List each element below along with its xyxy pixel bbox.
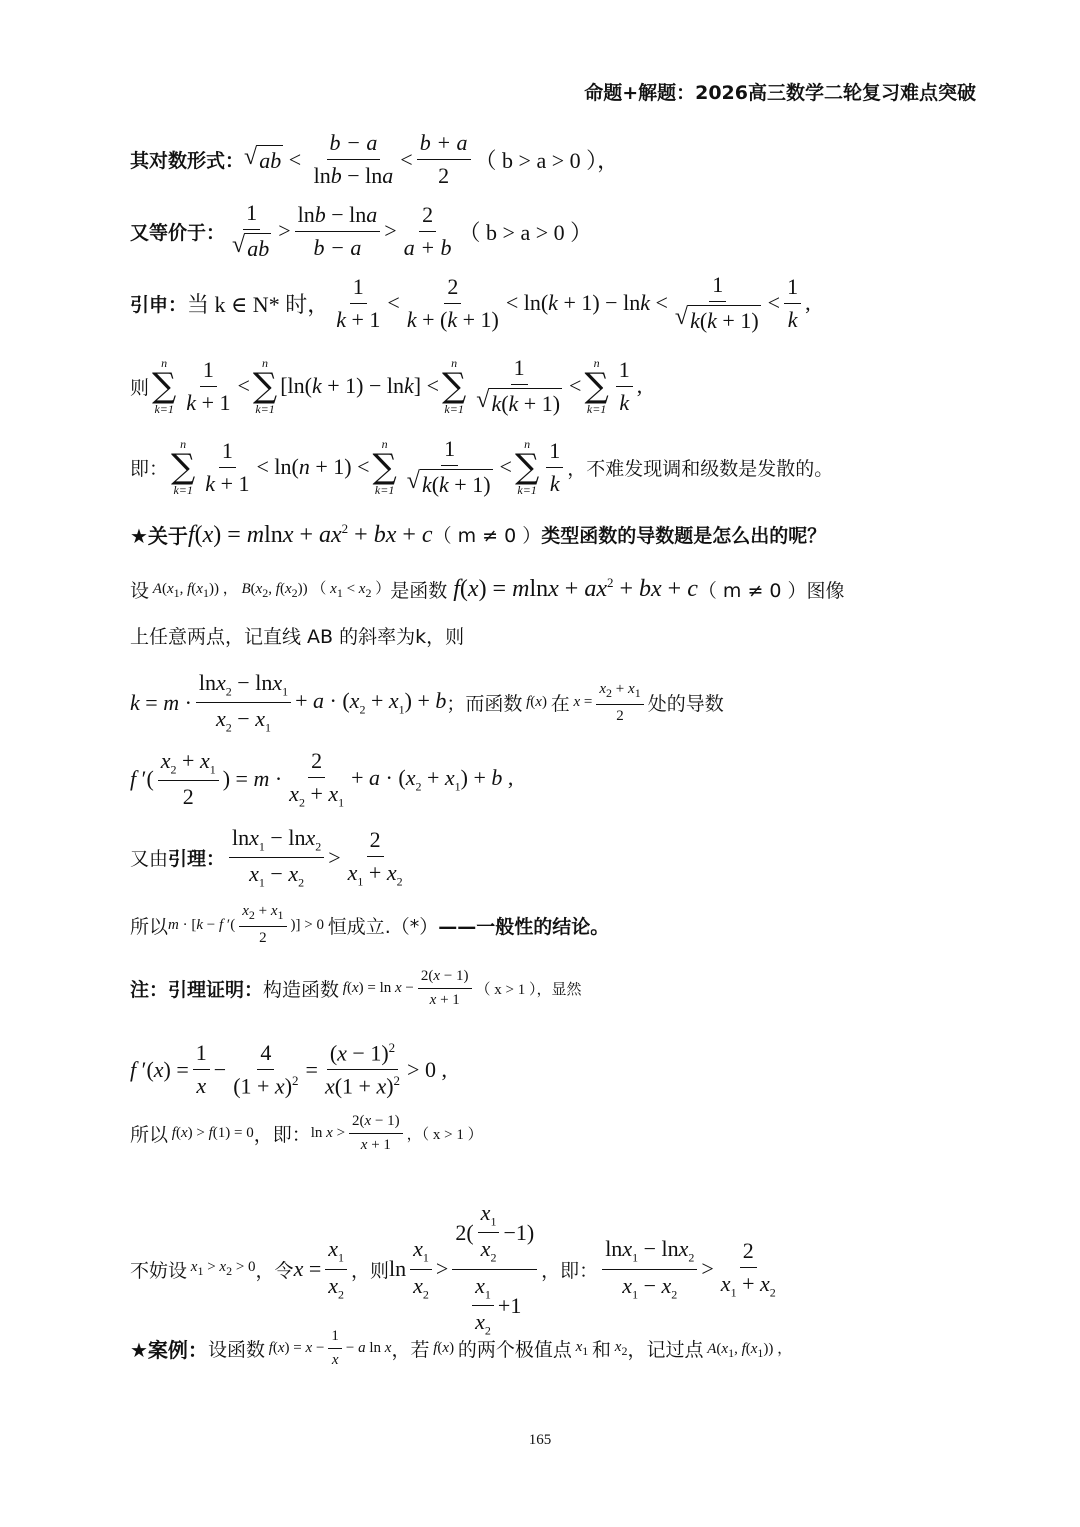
proof-line: 注：引理证明： 构造函数 f(x) = ln x − $\frac{2(x - 1)}{x + 1}$ （ x > 1 ），显然	[130, 968, 582, 1008]
derivative-midpoint-line: f ′( $\frac{x_2 + x_1}{2}$ ) = m · $\frac{2}{x_2 + x_1}$ + $a \cdot (x_2 + x_1) + b$ ,	[130, 748, 514, 810]
lemma-pre: 又由	[130, 848, 169, 871]
example-text-3: 的两个极值点	[457, 1339, 572, 1361]
page-number: 165	[528, 1432, 552, 1448]
inequality-result-line: 所以 f(x) > f(1) = 0 ，即： ln x > $\frac{2(x - 1)}{x + 1}$ ，（ x > 1 ）	[130, 1113, 483, 1153]
example-text-4: ，记过点	[627, 1339, 704, 1361]
slope-text-2: 在	[550, 693, 570, 716]
ie-label: 即：	[130, 457, 169, 480]
extension-condition: 当 k ∈ N* 时，	[187, 291, 330, 317]
example-and: 和	[592, 1339, 612, 1361]
section-heading: ★关于 $f(x) = mlnx + ax^2$ + bx + c （ m ≠ 0 ） 类型函数的导数题是怎么出的呢？	[130, 520, 827, 548]
substitution-ie: ，即：	[541, 1259, 599, 1282]
fraction: $\frac{b + a}{2}$	[417, 130, 471, 189]
equivalent-label: 又等价于：	[130, 221, 226, 244]
condition: （ b > a > 0 ）	[458, 219, 593, 245]
lemma-line: 又由 引理： $\frac{\ln x_1 - \ln x_2}{x_1 - x_2}$ > $\frac{2}{x_1 + x_2}$	[130, 825, 403, 890]
setup-text-2: 是函数	[390, 579, 448, 602]
heading-condition: （ m ≠ 0 ）	[432, 525, 542, 547]
fraction: $\frac{b - a}{\ln b - \ln a}$	[313, 130, 394, 188]
proof-text: 构造函数	[263, 979, 340, 1001]
conclusion-pre: 所以	[130, 915, 169, 938]
extension-line: 引申： 当 k ∈ N* 时， $\frac{1}{k + 1}$ < $\frac{2}{k + (k + 1)}$ < ln(k + 1) − lnk < 1 √ k(k + 1) < $\frac{1}{k}$ ,	[130, 272, 811, 333]
slope-intro-line	[130, 622, 980, 649]
lemma-label: 引理：	[168, 848, 226, 871]
conclusion-bold: ——一般性的结论。	[438, 915, 610, 938]
section-heading-prefix: ★关于	[130, 524, 188, 548]
slope-text-3: 处的导数	[647, 693, 724, 716]
example-label: ★案例：	[130, 1338, 208, 1362]
harmonic-line: 即： n ∑ k=1 $\frac{1}{k + 1}$ < ln(n + 1) < n ∑ k=1 1 √ k(k + 1) < n ∑ k=1 $\frac{1}{k}$ ，不难发现调和级数是发散的。	[130, 436, 834, 497]
running-header: 命题+解题：2026高三数学二轮复习难点突破	[584, 82, 976, 104]
proof-condition: （ x > 1 ），显然	[475, 982, 582, 998]
sum-inequality-line: 则 n ∑ k=1 $\frac{1}{k + 1}$ < n ∑ k=1 [ln(k + 1) − lnk] < n ∑ k=1 1 √ k(k + 1) < n ∑ k=1 $\frac{1}{k}$ ,	[130, 355, 643, 416]
conclusion-text: 恒成立.（*）	[327, 915, 439, 938]
example-line: ★案例： 设函数 f(x) = x − $\frac{1}{x}$ − a ln x ，若 f(x) 的两个极值点 $x_1$ 和 $x_2$ ，记过点 $A(x_1$, $f(x_1)$) ，	[130, 1328, 793, 1368]
then-label: 则	[130, 376, 150, 399]
conclusion-line: 所以 m · [k − f ′( $\frac{x_2 + x_1}{2}$ )] > 0 恒成立.（*） ——一般性的结论。	[130, 903, 610, 946]
setup-text: 设	[130, 579, 150, 602]
setup-text-3: （ m ≠ 0 ）图像	[697, 579, 845, 602]
slope-formula-line: k = m · $\frac{\ln x_2 - \ln x_1}{x_2 - x_1}$ + $a \cdot (x_2 + x_1) + b$ ；而函数 f(x) 在 x = $\frac{x_2 + x_1}{2}$ 处的导数	[130, 670, 724, 735]
slope-text: ；而函数	[446, 693, 523, 716]
equivalent-line: 又等价于： 1 √ ab > $\frac{\ln b - \ln a}{b - a}$ > $\frac{2}{a + b}$ （ b > a > 0 ）	[130, 200, 593, 261]
section-heading-text: 类型函数的导数题是怎么出的呢？	[541, 525, 827, 547]
result-pre: 所以	[130, 1124, 169, 1146]
example-text-2: ，若	[391, 1339, 430, 1361]
result-condition: ，（ x > 1 ）	[406, 1127, 483, 1143]
proof-label: 注：引理证明：	[130, 979, 264, 1001]
substitution-pre: 不妨设	[130, 1259, 188, 1282]
condition: （ b > a > 0 ），	[474, 148, 620, 173]
slope-intro-text: 上任意两点，记直线 AB 的斜率为k，则	[130, 626, 465, 648]
sqrt-ab: √ ab	[244, 144, 282, 173]
log-form-label: 其对数形式：	[130, 150, 245, 172]
harmonic-note: ，不难发现调和级数是发散的。	[567, 457, 834, 480]
setup-line: 设 $A(x_1$, $f(x_1)$) ， $B(x_2$, $f(x_2)$) （ $x_1 < x_2$ ） 是函数 $f(x) = mlnx + ax^2$ + bx + c （ m ≠ 0 ）图像	[130, 575, 845, 602]
substitution-line: 不妨设 $x_1 > x_2 > 0$ ，令 x = $\frac{x_1}{x_2}$ ，则 ln $\frac{x_1}{x_2}$ > 2( $\frac{x_1}{x_2}$ −1) $\frac{x_1}{x_2}$ +1 ，即： $\frac{\ln x_1 - \ln x_2}{x_1 - x_2}$ > $\frac{2}{x_1 + x_2}$	[130, 1200, 776, 1338]
substitution-then: ，则	[351, 1259, 390, 1282]
substitution-let: ，令	[255, 1259, 294, 1282]
log-form-line: 其对数形式： √ ab < $\frac{b - a}{\ln b - \ln a}$ < $\frac{b + a}{2}$ （ b > a > 0 ），	[130, 130, 620, 188]
derivative-line: f ′(x) = $\frac{1}{x}$ − $\frac{4}{(1 + x)^2}$ = $\frac{(x - 1)^2}{x(1 + x)^2}$ > 0 ,	[130, 1040, 447, 1099]
extension-label: 引申：	[130, 293, 188, 316]
result-mid: ，即：	[253, 1124, 311, 1146]
example-text: 设函数	[207, 1339, 265, 1361]
